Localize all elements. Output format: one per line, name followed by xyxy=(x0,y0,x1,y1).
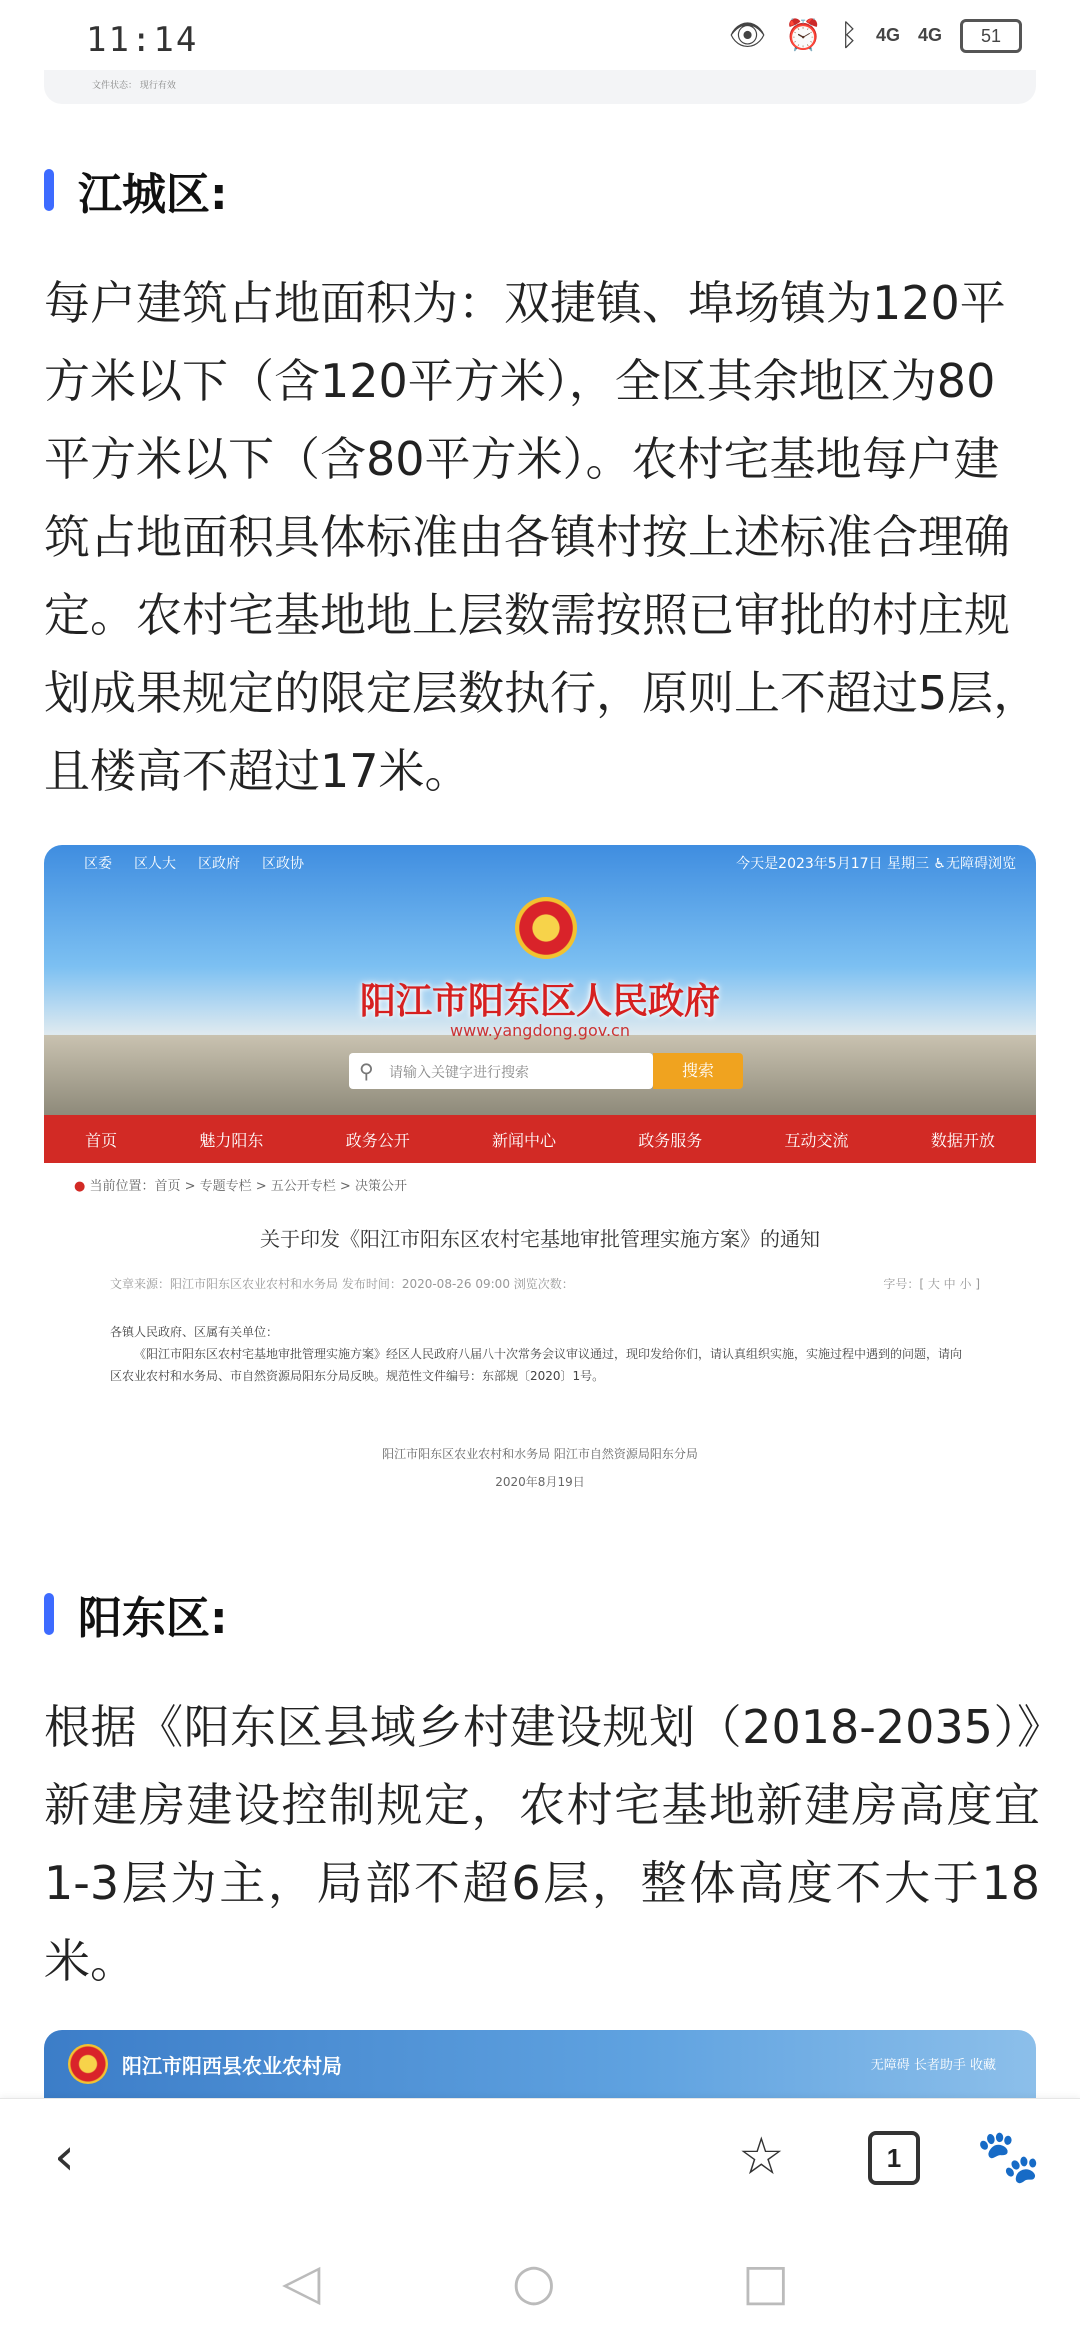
top-links xyxy=(84,853,304,873)
nav-item: 新闻中心 xyxy=(491,1130,556,1150)
nav-home-icon[interactable]: ○ xyxy=(512,2253,556,2311)
nav-item: 数据开放 xyxy=(930,1130,995,1150)
signal-icon: 4G xyxy=(917,25,942,45)
caption: 文件状态： 现行有效 xyxy=(92,81,176,91)
nav-item: 首页 xyxy=(85,1130,118,1150)
nav-item: 政务公开 xyxy=(345,1130,410,1150)
doc-greeting: 各镇人民政府、区属有关单位： xyxy=(110,1325,279,1339)
nav-item: 政务服务 xyxy=(638,1130,703,1150)
doc-tools: 字号：[ 大 中 小 ] xyxy=(883,1277,980,1291)
location-icon: ● xyxy=(74,1179,86,1194)
article-image[interactable] xyxy=(44,845,1036,1510)
signal-icon: 4G xyxy=(875,25,900,45)
back-icon[interactable]: ‹ xyxy=(54,2127,75,2187)
nav-item: 互动交流 xyxy=(784,1130,849,1150)
nav-item: 魅力阳东 xyxy=(199,1130,264,1150)
nav-recents-icon[interactable]: □ xyxy=(742,2253,790,2311)
site-search-button: 搜索 xyxy=(653,1053,743,1089)
section-title: 江城区: xyxy=(78,169,228,220)
section-heading xyxy=(44,1582,228,1646)
section-title: 阳东区: xyxy=(78,1593,228,1644)
search-placeholder: 请输入关键字进行搜索 xyxy=(389,1065,529,1081)
status-time: 11:14 xyxy=(86,20,199,60)
site-url: www.yangdong.gov.cn xyxy=(450,1021,630,1040)
tabs-button[interactable]: 1 xyxy=(868,2131,920,2185)
browser-toolbar xyxy=(0,2098,1080,2215)
site-nav xyxy=(44,1115,1036,1163)
doc-date: 2020年8月19日 xyxy=(495,1475,585,1489)
site-links: 无障碍 长者助手 收藏 xyxy=(870,2058,996,2073)
top-link: 区委 xyxy=(84,856,112,872)
search-icon: ⚲ xyxy=(359,1059,374,1083)
doc-paragraph: 《阳江市阳东区农村宅基地审批管理实施方案》经区人民政府八届八十次常务会议审议通过，现印发给你们，请认真组织实施，实施过程中遇到的问题，请向区农业农村和水务局、市自然资源局阳东分局反映。规范性文件编号：东部规〔2020〕1号。 xyxy=(110,1347,963,1383)
system-nav-bar xyxy=(0,2214,1080,2340)
top-link: 区人大 xyxy=(134,856,176,872)
heading-accent xyxy=(44,169,54,211)
site-banner xyxy=(44,845,1036,1115)
previous-image-edge xyxy=(44,70,1036,104)
national-emblem-icon xyxy=(68,2044,108,2084)
top-link: 区政府 xyxy=(198,856,240,872)
section-heading xyxy=(44,158,228,222)
doc-title: 关于印发《阳江市阳东区农村宅基地审批管理实施方案》的通知 xyxy=(260,1227,820,1251)
site-search-box xyxy=(349,1053,653,1089)
battery-icon: 51 xyxy=(960,19,1022,53)
eye-icon: 👁 xyxy=(728,18,767,53)
site-title: 阳江市阳东区人民政府 xyxy=(359,980,720,1022)
national-emblem-icon xyxy=(515,897,577,959)
article-paragraph: 根据《阳东区县域乡村建设规划（2018-2035）》新建房建设控制规定，农村宅基地新建房高度宜1-3层为主，局部不超6层，整体高度不大于18米。 xyxy=(44,1700,1040,1988)
top-link: 区政协 xyxy=(262,856,304,872)
star-icon[interactable]: ☆ xyxy=(738,2127,785,2187)
site-title: 阳江市阳西县农业农村局 xyxy=(122,2054,342,2078)
date-text: 今天是2023年5月17日 星期三 ♿无障碍浏览 xyxy=(736,856,1016,872)
alarm-icon: ⏰ xyxy=(784,18,822,53)
breadcrumb: ● 当前位置：首页 > 专题专栏 > 五公开专栏 > 决策公开 xyxy=(74,1179,407,1194)
article-paragraph: 每户建筑占地面积为：双捷镇、埠场镇为120平方米以下（含120平方米），全区其余地区为80平方米以下（含80平方米）。农村宅基地每户建筑占地面积具体标准由各镇村按上述标准合理确定。农村宅基地地上层数需按照已审批的村庄规划成果规定的限定层数执行，原则上不超过5层，且楼高不超过17米。 xyxy=(44,276,1040,798)
bluetooth-icon: ᛒ xyxy=(839,18,858,53)
doc-meta: 文章来源：阳江市阳东区农业农村和水务局 发布时间：2020-08-26 09:00 浏览次数： xyxy=(110,1277,574,1291)
nav-back-icon[interactable]: ◁ xyxy=(282,2253,321,2311)
status-icons xyxy=(729,18,1022,53)
heading-accent xyxy=(44,1593,54,1635)
baidu-paw-icon[interactable]: 🐾 xyxy=(976,2127,1041,2187)
doc-body xyxy=(110,1321,970,1387)
doc-signature: 阳江市阳东区农业农村和水务局 阳江市自然资源局阳东分局 xyxy=(382,1447,698,1461)
